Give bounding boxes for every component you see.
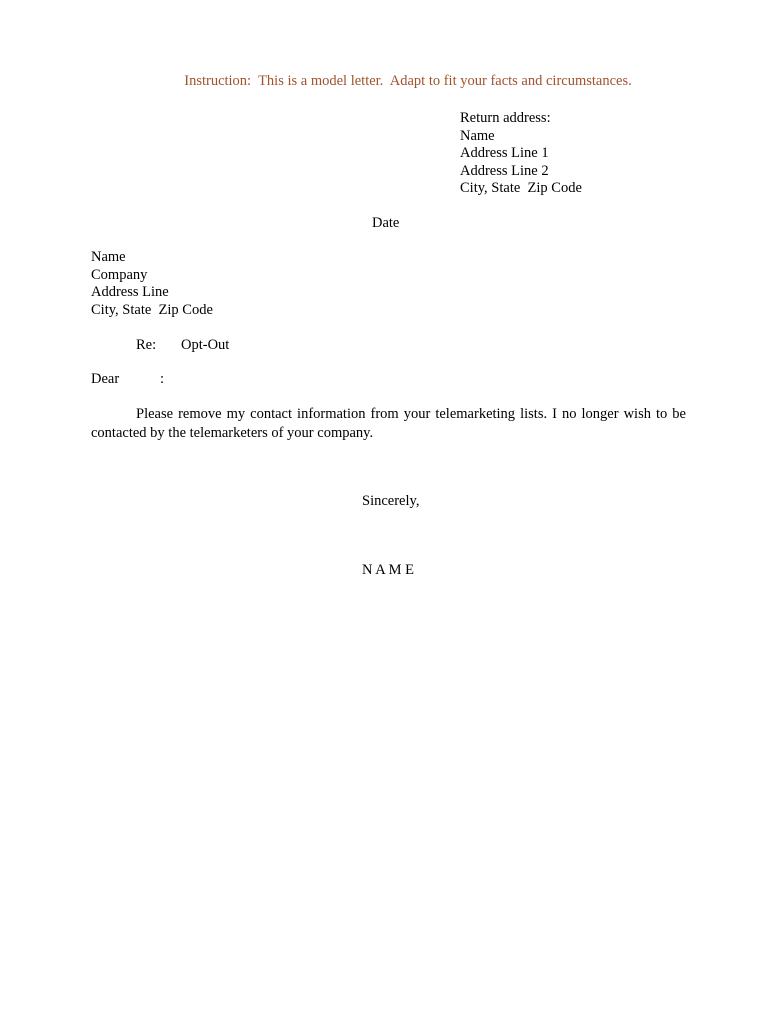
re-label: Re: [136, 337, 157, 353]
closing: Sincerely, [362, 493, 420, 509]
salutation-word: Dear [91, 371, 120, 387]
recipient-address-line: Address Line [91, 284, 169, 300]
recipient-city: City, State Zip Code [91, 301, 213, 318]
return-address-label: Return address: [460, 110, 551, 126]
salutation-colon: : [160, 371, 165, 387]
return-address-name: Name [460, 127, 495, 144]
return-address-line2: Address Line 2 [460, 162, 549, 179]
letter-date: Date [372, 215, 400, 231]
return-address-line1: Address Line 1 [460, 145, 549, 161]
recipient-address-block [91, 249, 213, 319]
letter-body: Please remove my contact information from your telemarketing lists. I no longer wish to be contacted by the telemarketers of your company. [91, 406, 686, 441]
signature-name: N A M E [362, 562, 414, 578]
return-address-city: City, State Zip Code [460, 180, 582, 196]
instruction-note: Instruction: This is a model letter. Adapt to fit your facts and circumstances. [184, 73, 632, 89]
re-subject: Opt-Out [181, 337, 230, 353]
recipient-name: Name [91, 249, 126, 265]
recipient-company: Company [91, 266, 148, 283]
return-address-block [460, 110, 582, 198]
